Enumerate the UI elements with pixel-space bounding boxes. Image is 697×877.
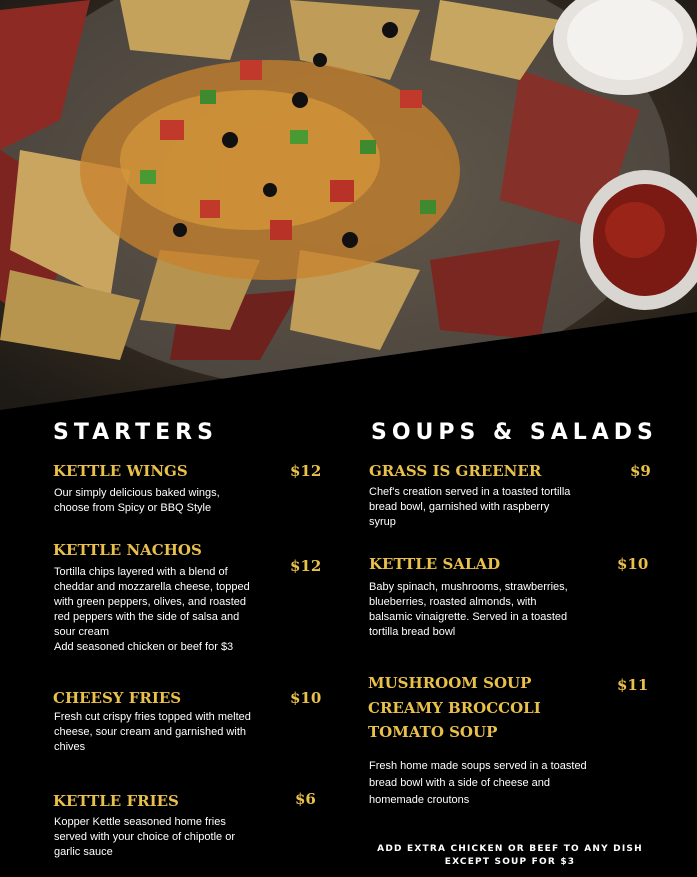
item-name-creamy-broccoli: CREAMY BROCCOLI (368, 699, 541, 717)
item-price-kettle-fries: $6 (295, 790, 316, 808)
item-price-soups: $11 (617, 676, 649, 694)
item-desc-kettle-fries: Kopper Kettle seasoned home fries served with your choice of chipotle or garlic sauce (54, 816, 235, 858)
item-name-kettle-salad: KETTLE SALAD (369, 555, 501, 573)
item-price-kettle-wings: $12 (290, 462, 322, 480)
item-desc-grass-is-greener: Chef's creation served in a toasted tortilla bread bowl, garnished with raspberry syrup (369, 486, 571, 528)
item-price-cheesy-fries: $10 (290, 689, 322, 707)
starters-heading: STARTERS (53, 420, 218, 445)
item-desc-kettle-wings: Our simply delicious baked wings, choose from Spicy or BBQ Style (54, 487, 220, 514)
item-name-grass-is-greener: GRASS IS GREENER (369, 462, 542, 480)
soups-salads-heading: SOUPS & SALADS (371, 420, 658, 445)
item-name-cheesy-fries: CHEESY FRIES (53, 689, 182, 707)
item-desc-kettle-nachos: Tortilla chips layered with a blend of cheddar and mozzarella cheese, topped with green peppers, olives, and roasted red peppers with the side of salsa and sour cream Add seasoned chicken or beef for $3 (54, 566, 250, 653)
item-price-kettle-salad: $10 (617, 555, 649, 573)
item-desc-kettle-salad: Baby spinach, mushrooms, strawberries, blueberries, roasted almonds, with balsamic vinaigrette. Served in a toasted tortilla bread bowl (369, 581, 568, 638)
item-name-kettle-fries: KETTLE FRIES (53, 792, 179, 810)
item-name-mushroom-soup: MUSHROOM SOUP (368, 674, 532, 692)
nachos-photo (0, 0, 697, 410)
item-name-kettle-nachos: KETTLE NACHOS (53, 541, 202, 559)
item-price-grass-is-greener: $9 (630, 462, 651, 480)
item-price-kettle-nachos: $12 (290, 557, 322, 575)
footer-note: ADD EXTRA CHICKEN OR BEEF TO ANY DISH EXCEPT SOUP FOR $3 (377, 844, 643, 867)
item-name-tomato-soup: TOMATO SOUP (368, 723, 498, 741)
item-desc-cheesy-fries: Fresh cut crispy fries topped with melted cheese, sour cream and garnished with chives (54, 711, 251, 753)
item-desc-soups: Fresh home made soups served in a toasted bread bowl with a side of cheese and homemade croutons (369, 760, 587, 806)
item-name-kettle-wings: KETTLE WINGS (53, 462, 188, 480)
